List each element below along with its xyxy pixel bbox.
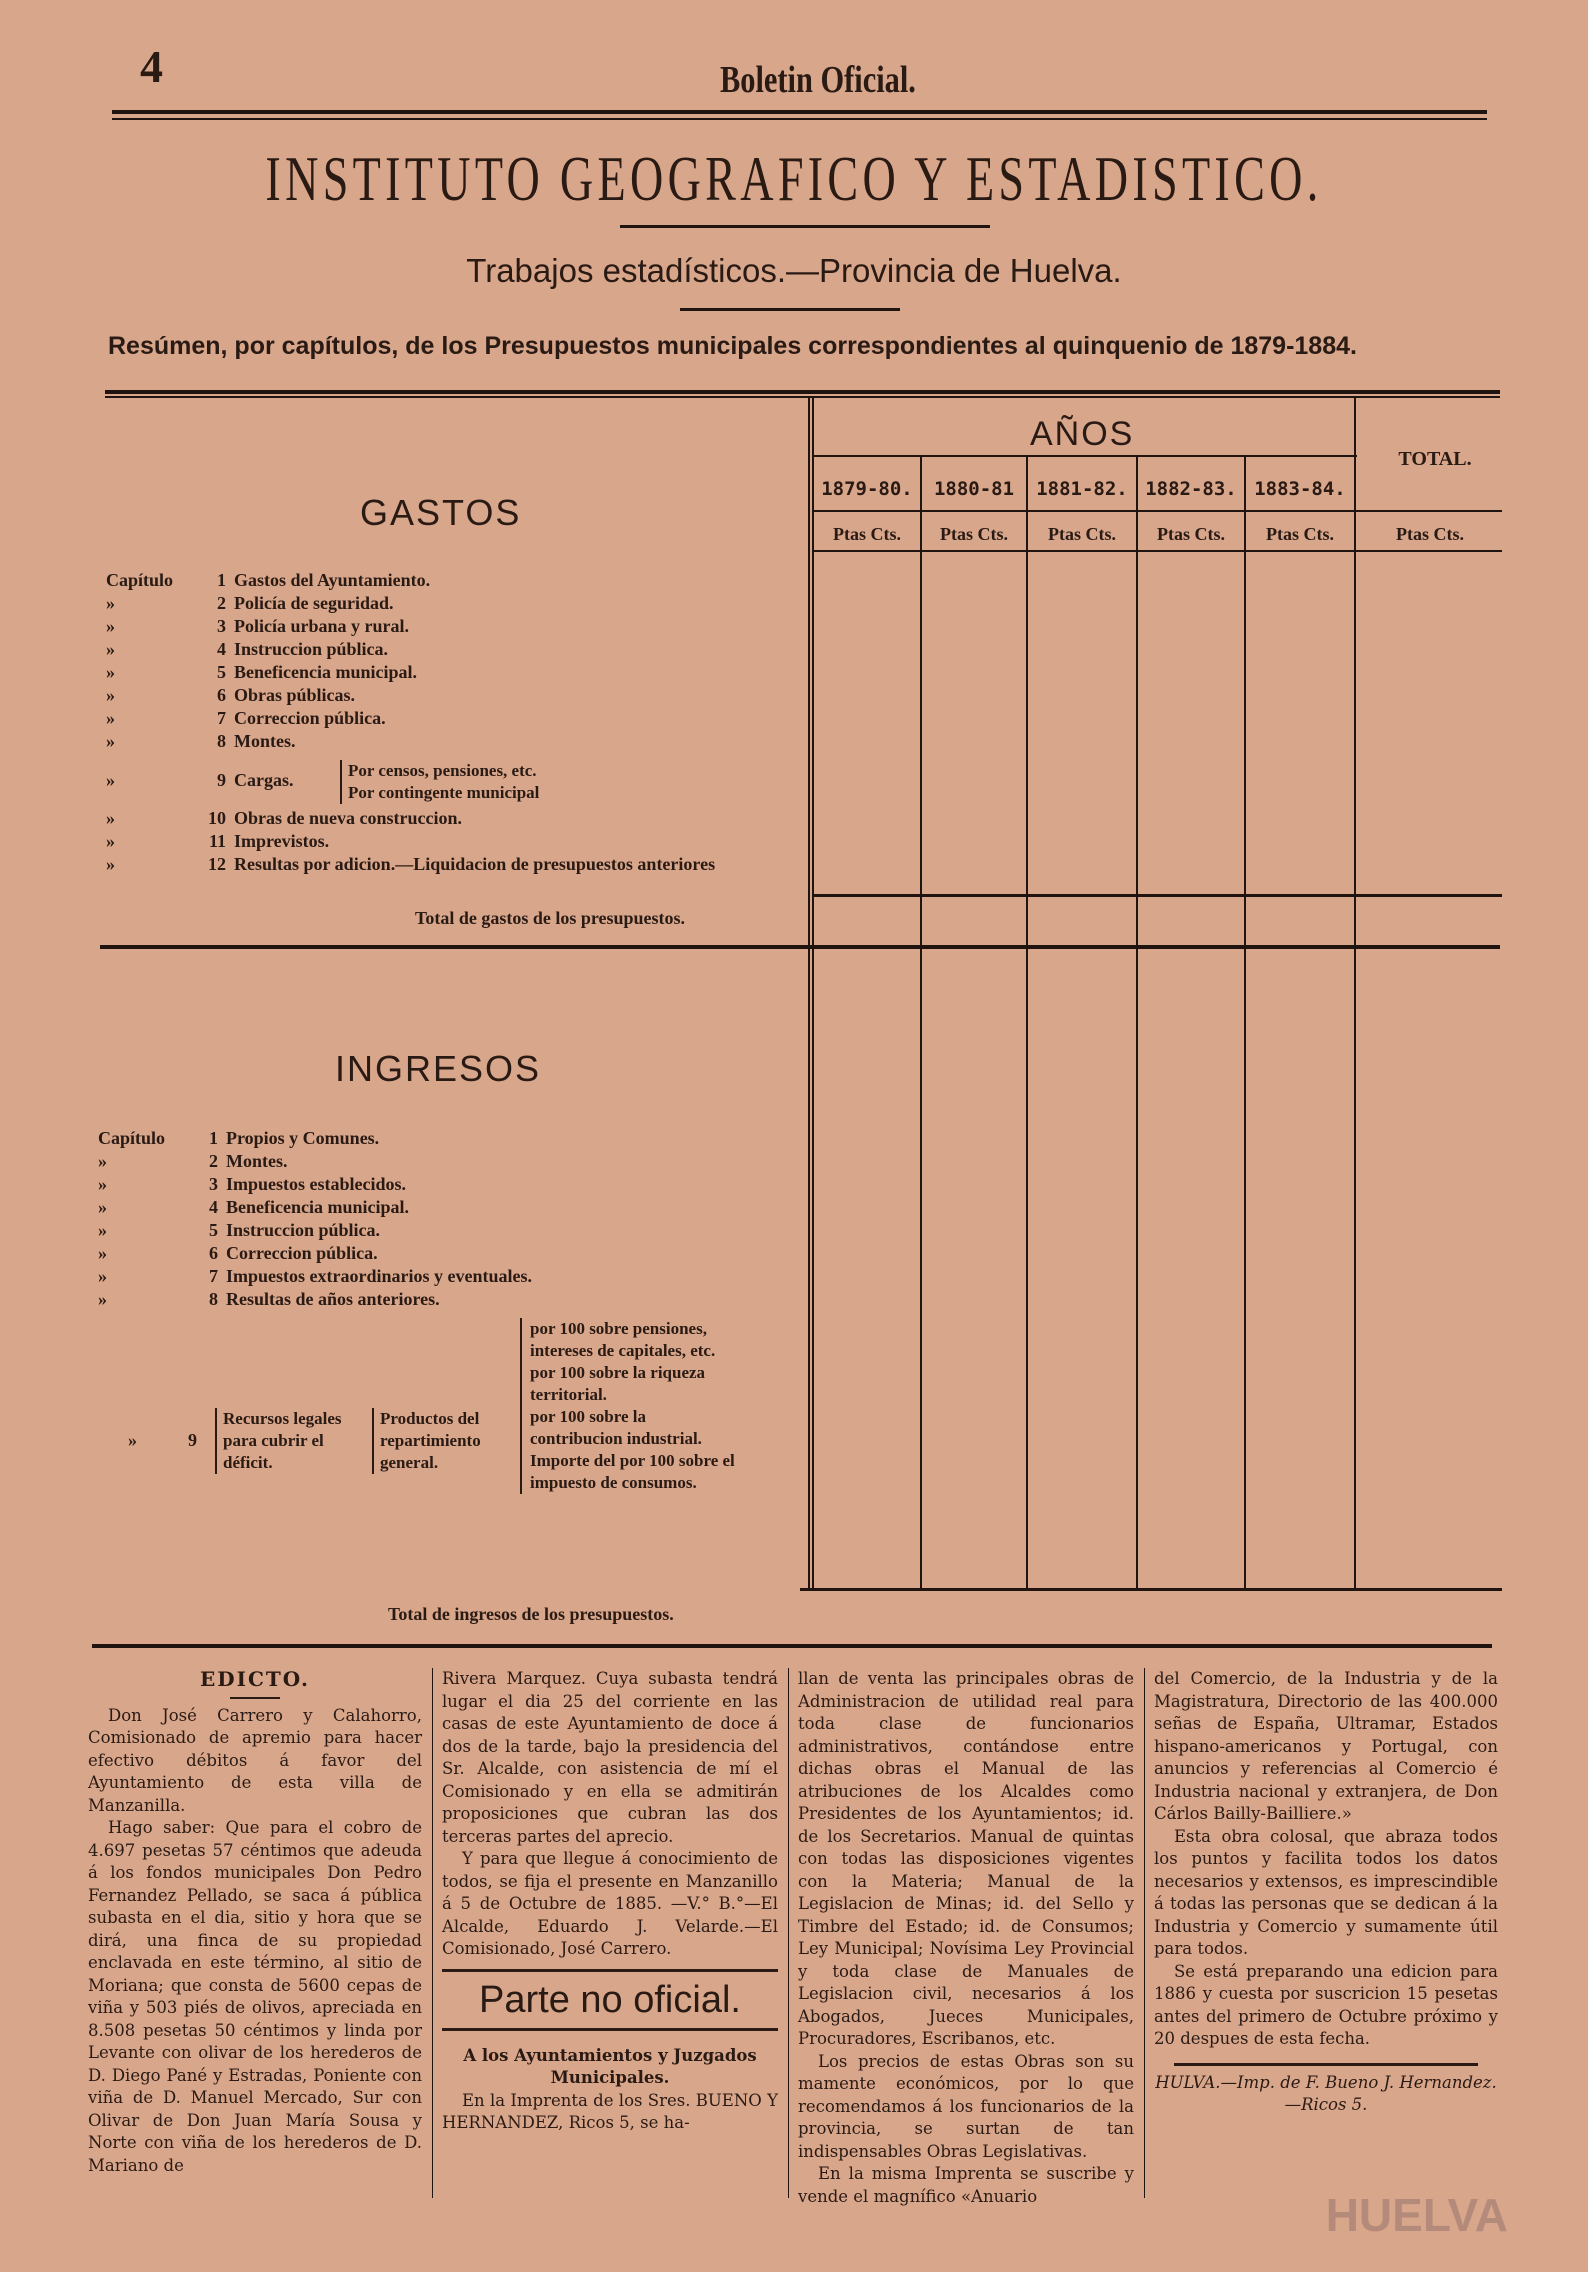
- unit-2: Ptas Cts.: [940, 524, 1008, 544]
- ingresos-row: » 3 Impuestos establecidos.: [98, 1174, 407, 1194]
- gastos-row: » 12 Resultas por adicion.—Liquidacion de presupuestos anteriores: [106, 854, 716, 874]
- parte-column-4: [1154, 1668, 1498, 2117]
- parte-paragraph: Esta obra colosal, que abraza todos los puntos y facilita todos los datos necesarios y extensos, es imprescindible á todas las personas que se dedican á la Industria y Comercio y sumamente útil para todos.: [1154, 1826, 1498, 1958]
- unit-3: Ptas Cts.: [1048, 524, 1116, 544]
- header-rule: [112, 110, 1487, 114]
- gastos-row: » 3 Policía urbana y rural.: [106, 616, 409, 636]
- parte-no-oficial-title: Parte no oficial.: [479, 1978, 741, 2021]
- edicto-column-2: [442, 1668, 778, 2135]
- ingresos-row: » 5 Instruccion pública.: [98, 1220, 381, 1240]
- institute-title: INSTITUTO GEOGRAFICO Y ESTADISTICO.: [265, 143, 1323, 214]
- total-label: TOTAL.: [1398, 448, 1472, 470]
- ingresos-row-9: » 9: [128, 1430, 197, 1450]
- ingresos-row: Capítulo 1 Propios y Comunes.: [98, 1128, 380, 1148]
- year-2: 1880-81: [933, 478, 1015, 500]
- ingresos-row: » 4 Beneficencia municipal.: [98, 1197, 409, 1217]
- ornament-rule: [620, 225, 990, 228]
- ingresos-title: INGRESOS: [335, 1048, 542, 1089]
- parte-paragraph: del Comercio, de la Industria y de la Magistratura, Directorio de las 400.000 señas de España, Ultramar, Estados hispano-americanos y Portugal, con anuncios y referencias al Comercio é Industria nacional y extranjera, de Don Cárlos Bailly-Bailliere.»: [1154, 1669, 1498, 1823]
- parte-paragraph: Se está preparando una edicion para 1886 y cuesta por suscricion 15 pesetas antes del primero de Octubre próximo y 20 despues de esta fecha.: [1154, 1961, 1498, 2048]
- edicto-paragraph: Rivera Marquez. Cuya subasta tendrá lugar el dia 25 del corriente en las casas de este Ayuntamiento de doce á dos de la tarde, bajo la presidencia del Sr. Alcalde, con asistencia de mí el Comisionado y en ella se admitirán proposiciones que cubran las dos terceras partes del aprecio.: [442, 1669, 778, 1846]
- ingresos-row: » 7 Impuestos extraordinarios y eventuales.: [98, 1266, 532, 1286]
- unit-4: Ptas Cts.: [1157, 524, 1225, 544]
- unit-1: Ptas Cts.: [833, 524, 901, 544]
- subtitle: Trabajos estadísticos.—Provincia de Huelva.: [466, 252, 1122, 289]
- parte-paragraph: En la Imprenta de los Sres. BUENO Y HERNANDEZ, Ricos 5, se ha-: [442, 2090, 778, 2132]
- gastos-row: » 11 Imprevistos.: [106, 831, 330, 851]
- parte-heading: A los Ayuntamientos y Juzgados Municipales.: [463, 2045, 757, 2087]
- year-4: 1882-83.: [1145, 478, 1237, 500]
- ingresos-row: » 2 Montes.: [98, 1151, 288, 1171]
- edicto-title: EDICTO.: [200, 1667, 310, 1691]
- imprint: HULVA.—Imp. de F. Bueno J. Hernandez.—Ricos 5.: [1155, 2072, 1497, 2114]
- repartimiento-subitems: por 100 sobre pensiones, intereses de capitales, etc. por 100 sobre la riqueza territorial. por 100 sobre la contribucion industrial. Importe del por 100 sobre el impuesto de consumos.: [520, 1318, 735, 1494]
- gastos-row: » 2 Policía de seguridad.: [106, 593, 394, 613]
- year-3: 1881-82.: [1036, 478, 1128, 500]
- edicto-paragraph: Don José Carrero y Calahorro, Comisionado de apremio para hacer efectivo débitos á favor del Ayuntamiento de esta villa de Manzanilla.: [88, 1705, 422, 1815]
- gastos-row: » 7 Correccion pública.: [106, 708, 386, 728]
- table-bottom-rule: [92, 1644, 1492, 1648]
- summary-title: Resúmen, por capítulos, de los Presupuestos municipales correspondientes al quinquenio de 1879-1884.: [108, 332, 1357, 360]
- page-number: 4: [140, 41, 163, 92]
- cargas-subitems: Por censos, pensiones, etc. Por contingente municipal: [340, 760, 539, 804]
- year-5: 1883-84.: [1254, 478, 1346, 500]
- parte-paragraph: En la misma Imprenta se suscribe y vende el magnífico «Anuario: [798, 2164, 1134, 2206]
- gastos-row: » 8 Montes.: [106, 731, 296, 751]
- archive-watermark: HUELVA: [1325, 2189, 1508, 2241]
- sub-rule: [680, 308, 900, 311]
- recursos-legales: Recursos legales para cubrir el déficit.: [215, 1408, 373, 1474]
- year-1: 1879-80.: [821, 478, 913, 500]
- section-rule: [100, 945, 1500, 949]
- gastos-row: » 6 Obras públicas.: [106, 685, 356, 705]
- edicto-paragraph: Y para que llegue á conocimiento de todos, se fija el presente en Manzanillo á 5 de Octubre de 1885. —V.° B.°—El Alcalde, Eduardo J. Velarde.—El Comisionado, José Carrero.: [442, 1849, 778, 1958]
- gastos-row-cargas: » 9 Cargas.: [106, 770, 294, 790]
- unit-total: Ptas Cts.: [1396, 524, 1464, 544]
- unit-5: Ptas Cts.: [1266, 524, 1334, 544]
- years-label: AÑOS: [1030, 415, 1135, 453]
- gastos-row: Capítulo 1 Gastos del Ayuntamiento.: [106, 570, 431, 590]
- gastos-row: » 4 Instruccion pública.: [106, 639, 389, 659]
- ingresos-row: » 6 Correccion pública.: [98, 1243, 378, 1263]
- edicto-column-1: [88, 1668, 422, 2177]
- header-rule-thin: [112, 118, 1487, 120]
- ingresos-row: » 8 Resultas de años anteriores.: [98, 1289, 440, 1309]
- gastos-total: Total de gastos de los presupuestos.: [415, 908, 686, 928]
- gastos-row: » 10 Obras de nueva construccion.: [106, 808, 463, 828]
- edicto-paragraph: Hago saber: Que para el cobro de 4.697 pesetas 57 céntimos que adeuda á los fondos municipales Don Pedro Fernandez Pellado, se saca á pública subasta en el dia, sitio y hora que se dirá, una finca de su propiedad enclavada en este término, al sitio de Moriana; que consta de 5600 cepas de viña y 503 piés de olivos, apreciada en 8.508 pesetas 50 céntimos y linda por Levante con olivar de los herederos de D. Diego Pané y Estradas, Poniente con viña de D. Manuel Mercado, Sur con Olivar de Don Juan María Sousa y Norte con viña de los herederos de D. Mariano de: [88, 1818, 422, 2175]
- gastos-row: » 5 Beneficencia municipal.: [106, 662, 417, 682]
- running-title: Boletin Oficial.: [720, 59, 916, 101]
- productos-repartimiento: Productos del repartimiento general.: [372, 1408, 520, 1474]
- parte-paragraph: Los precios de estas Obras son su mamente económicos, por lo que recomendamos á los funcionarios de la provincia, se surtan de tan indispensables Obras Legislativas.: [798, 2051, 1134, 2161]
- parte-paragraph: llan de venta las principales obras de Administracion de utilidad real para toda clase de funcionarios administrativos, contándose entre dichas obras el Manual de las atribuciones de los Alcaldes como Presidentes de los Ayuntamientos; id. de los Secretarios. Manual de quintas con todas las disposiciones vigentes con la Materia; Manual de la Legislacion de Minas; id. del Sello y Timbre del Estado; id. de Consumos; Ley Municipal; Novísima Ley Provincial y toda clase de Manuales de Legislacion civil, necesarios á los Abogados, Jueces Municipales, Procuradores, Escribanos, etc.: [798, 1669, 1134, 2048]
- gastos-title: GASTOS: [360, 492, 522, 533]
- ingresos-total: Total de ingresos de los presupuestos.: [388, 1604, 674, 1624]
- parte-column-3: [798, 1668, 1134, 2208]
